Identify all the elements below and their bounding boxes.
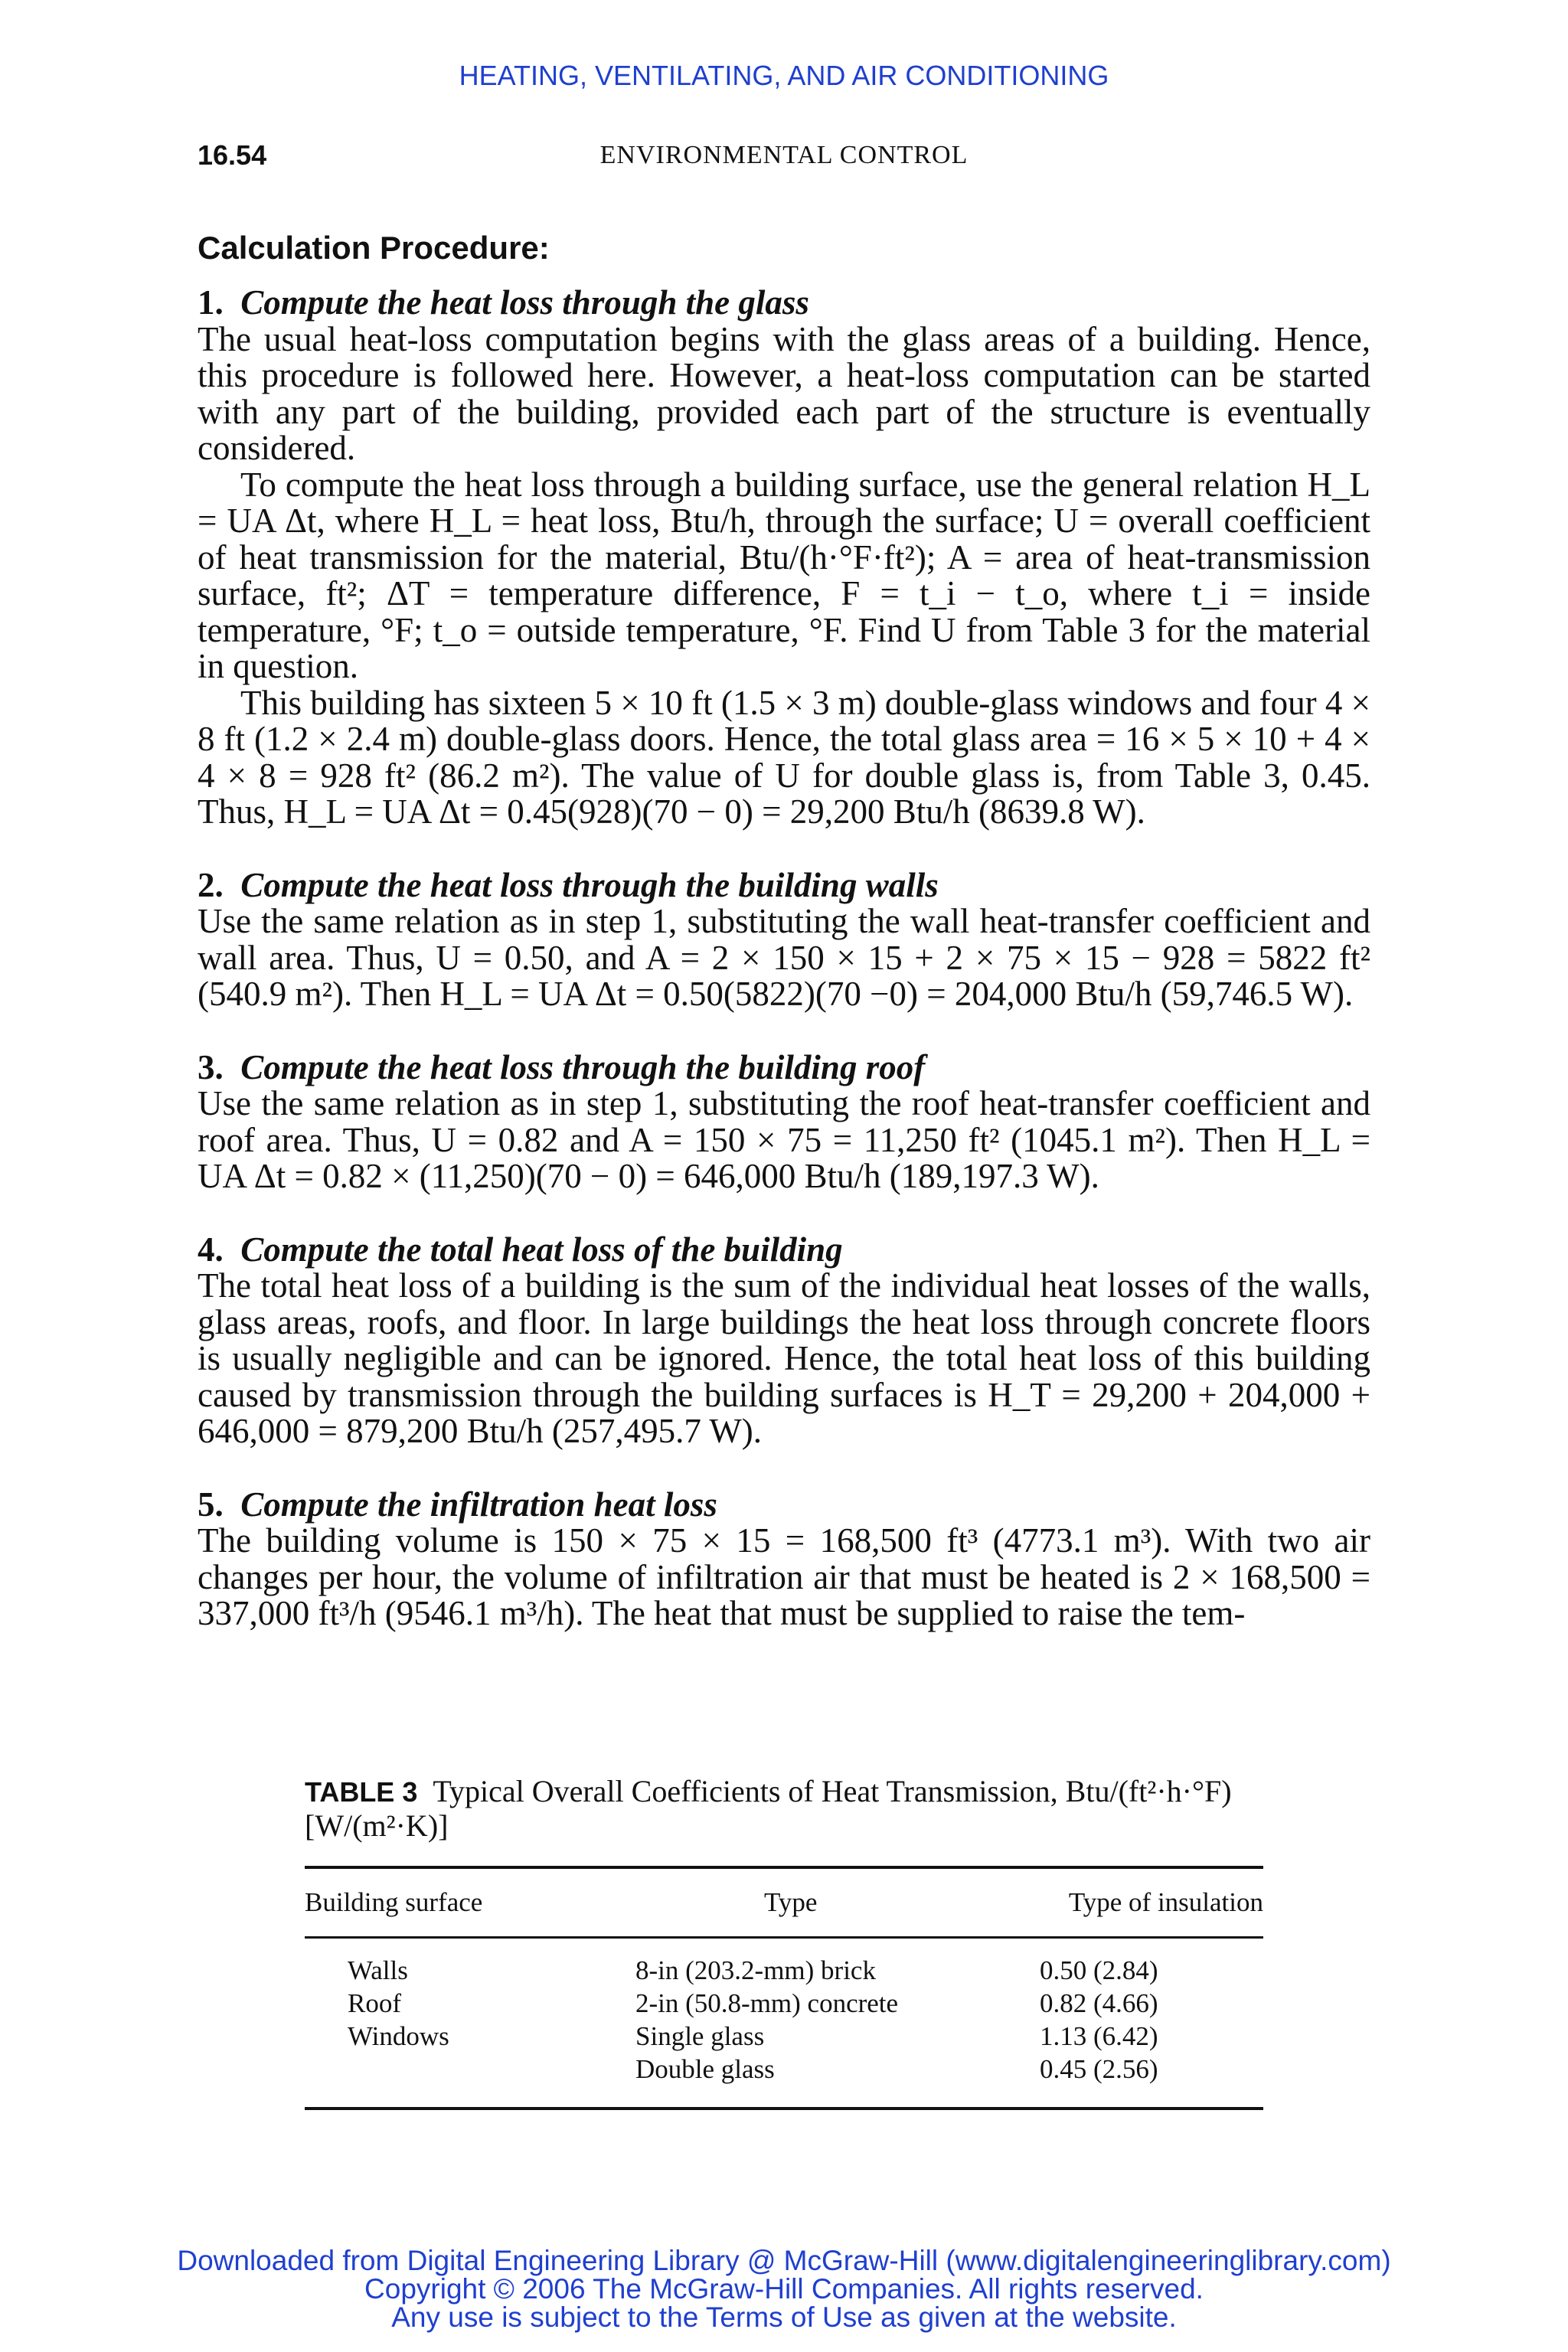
table-header-row [305, 1869, 1263, 1936]
footer-download-link[interactable]: Downloaded from Digital Engineering Library @ McGraw-Hill (www.digitalengineeringlibrary.com) [177, 2245, 1391, 2276]
table-cell: 0.50 (2.84) [1040, 1955, 1158, 1985]
table-header-cell: Type [764, 1887, 818, 1917]
table-header-cell: Building surface [305, 1887, 483, 1917]
step-3 [198, 1047, 1370, 1195]
footer-terms-notice: Any use is subject to the Terms of Use as given at the website. [391, 2301, 1177, 2333]
paragraph: To compute the heat loss through a building surface, use the general relation H_L = UA Δt, where H_L = heat loss, Btu/h, through the surface; U = overall coefficient of heat transmission for the material, Btu/(h·°F·ft²); A = area of heat-transmission surface, ft²; ΔT = temperature difference, F = t_i − t_o, where t_i = inside temperature, °F; t_o = outside temperature, °F. Find U from Table 3 for the material in question. [198, 465, 1370, 685]
step-heading [198, 285, 1370, 322]
table-body [305, 1939, 1263, 2107]
table-cell: 0.45 (2.56) [1040, 2053, 1158, 2084]
table-cell: Roof [348, 1988, 401, 2018]
table-cell: Single glass [635, 2020, 765, 2051]
paragraph: This building has sixteen 5 × 10 ft (1.5 × 3 m) double-glass windows and four 4 × 8 ft (1.2 × 2.4 m) double-glass doors. Hence, the total glass area = 16 × 5 × 10 + 4 × 4 × 8 = 928 ft² (86.2 m²). The value of U for double glass is, from Table 3, 0.45. Thus, H_L = UA Δt = 0.45(928)(70 − 0) = 29,200 Btu/h (8639.8 W). [198, 683, 1370, 831]
table-row [305, 1987, 1263, 2020]
table-caption-text: Typical Overall Coefficients of Heat Transmission, Btu/(ft²·h·°F) [W/(m²·K)] [305, 1774, 1232, 1843]
step-1 [198, 285, 1370, 831]
footer-copyright: Copyright © 2006 The McGraw-Hill Companies. All rights reserved. [364, 2273, 1204, 2305]
step-title: Compute the heat loss through the building roof [240, 1047, 926, 1086]
step-heading [198, 867, 1370, 904]
step-title: Compute the heat loss through the glass [240, 283, 809, 322]
footer [0, 2246, 1568, 2331]
table-bottom-rule [305, 2107, 1263, 2110]
step-title: Compute the infiltration heat loss [240, 1485, 717, 1524]
step-title: Compute the total heat loss of the building [240, 1230, 843, 1269]
step-number: 5. [198, 1485, 224, 1524]
step-heading [198, 1047, 1370, 1086]
table-cell: Windows [348, 2020, 449, 2051]
step-number: 3. [198, 1047, 224, 1086]
step-number: 4. [198, 1230, 224, 1269]
step-2 [198, 867, 1370, 1013]
step-4 [198, 1232, 1370, 1450]
step-number: 2. [198, 865, 224, 904]
table-label: TABLE 3 [305, 1776, 418, 1808]
step-heading [198, 1487, 1370, 1524]
table-cell: 8-in (203.2-mm) brick [635, 1955, 876, 1985]
table-cell: 0.82 (4.66) [1040, 1988, 1158, 2018]
table-cell: 2-in (50.8-mm) concrete [635, 1988, 899, 2018]
step-title: Compute the heat loss through the building walls [240, 865, 939, 904]
paragraph: Use the same relation as in step 1, substituting the roof heat-transfer coefficient and roof area. Thus, U = 0.82 and A = 150 × 75 = 11,250 ft² (1045.1 m²). Then H_L = UA Δt = 0.82 × (11,250)(70 − 0) = 646,000 Btu/h (189,197.3 W). [198, 1084, 1370, 1195]
step-5 [198, 1487, 1370, 1632]
body-text [198, 285, 1370, 1632]
table-cell: Double glass [635, 2053, 775, 2084]
running-head: ENVIRONMENTAL CONTROL [599, 141, 969, 169]
table-row [305, 1954, 1263, 1987]
paragraph: The total heat loss of a building is the sum of the individual heat losses of the walls, glass areas, roofs, and floor. In large buildings the heat loss through concrete floors is usually negligible and can be ignored. Hence, the total heat loss of this building caused by transmission through the building surfaces is H_T = 29,200 + 204,000 + 646,000 = 879,200 Btu/h (257,495.7 W). [198, 1266, 1370, 1450]
top-banner: HEATING, VENTILATING, AND AIR CONDITIONING [459, 60, 1109, 91]
table-3 [305, 1775, 1263, 2110]
step-heading [198, 1232, 1370, 1269]
paragraph: The usual heat-loss computation begins with the glass areas of a building. Hence, this procedure is followed here. However, a heat-loss computation can be started with any part of the building, provided each part of the structure is eventually considered. [198, 319, 1370, 467]
table-row [305, 2020, 1263, 2053]
table-cell: 1.13 (6.42) [1040, 2020, 1158, 2051]
step-number: 1. [198, 283, 224, 322]
paragraph: Use the same relation as in step 1, substituting the wall heat-transfer coefficient and wall area. Thus, U = 0.50, and A = 2 × 150 × 15 + 2 × 75 × 15 − 928 = 5822 ft² (540.9 m²). Then H_L = UA Δt = 0.50(5822)(70 −0) = 204,000 Btu/h (59,746.5 W). [198, 902, 1370, 1013]
table-header-cell: Type of insulation [1068, 1887, 1263, 1917]
section-title: Calculation Procedure: [198, 230, 550, 266]
page-number: 16.54 [198, 139, 267, 171]
table-caption [305, 1775, 1263, 1843]
table-row [305, 2053, 1263, 2086]
paragraph: The building volume is 150 × 75 × 15 = 168,500 ft³ (4773.1 m³). With two air changes per hour, the volume of infiltration air that must be heated is 2 × 168,500 = 337,000 ft³/h (9546.1 m³/h). The heat that must be supplied to raise the tem- [198, 1521, 1370, 1632]
table-cell: Walls [348, 1955, 408, 1985]
